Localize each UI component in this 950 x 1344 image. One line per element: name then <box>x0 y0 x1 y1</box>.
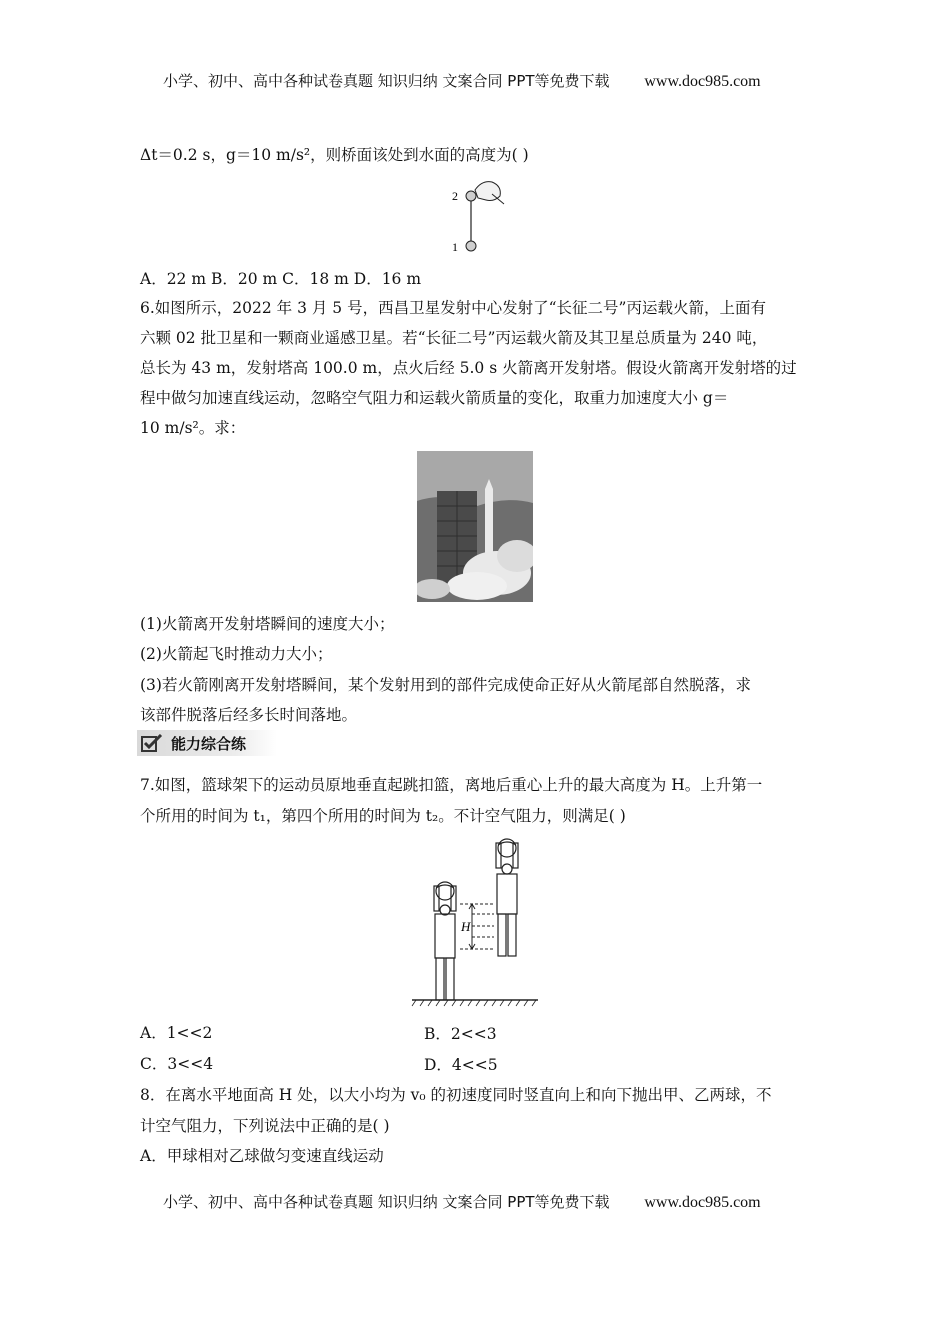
q6-line-2: 六颗 02 批卫星和一颗商业遥感卫星。若“长征二号”丙运载火箭及其卫星总质量为 240 吨， <box>140 329 768 347</box>
q7-line-1: 7.如图，篮球架下的运动员原地垂直起跳扣篮，离地后重心上升的最大高度为 H。上升第一 <box>140 776 763 794</box>
q8-option-a: A．甲球相对乙球做匀变速直线运动 <box>140 1147 384 1165</box>
page-footer <box>163 1191 761 1212</box>
fig-label-2: 2 <box>452 189 458 203</box>
q6-line-3: 总长为 43 m，发射塔高 100.0 m，点火后经 5.0 s 火箭离开发射塔。假设火箭离开发射塔的过 <box>140 359 797 377</box>
q7-option-c: C．3<<4 <box>140 1055 214 1073</box>
section-title: 能力综合练 <box>171 734 247 753</box>
footer-text: 小学、初中、高中各种试卷真题 知识归纳 文案合同 PPT等免费下载 <box>163 1193 610 1211</box>
q6-line-1: 6.如图所示，2022 年 3 月 5 号，西昌卫星发射中心发射了“长征二号”丙运载火箭，上面有 <box>140 299 766 317</box>
rocket-launch-photo <box>417 451 533 602</box>
q6-sub-1: (1)火箭离开发射塔瞬间的速度大小； <box>140 615 395 633</box>
q6-line-4: 程中做匀加速直线运动，忽略空气阻力和运载火箭质量的变化，取重力加速度大小 g＝ <box>140 389 729 407</box>
q8-line-1: 8．在离水平地面高 H 处，以大小均为 v₀ 的初速度同时竖直向上和向下抛出甲、乙两球，不 <box>140 1086 772 1104</box>
q6-sub-2: (2)火箭起飞时推动力大小； <box>140 645 333 663</box>
q5-line: Δt＝0.2 s，g＝10 m/s²，则桥面该处到水面的高度为( ) <box>140 146 529 164</box>
q6-sub-4: 该部件脱落后经多长时间落地。 <box>140 706 358 724</box>
q6-sub-3: (3)若火箭刚离开发射塔瞬间，某个发射用到的部件完成使命正好从火箭尾部自然脱落，求 <box>140 676 751 694</box>
q7-option-d: D．4<<5 <box>424 1056 498 1074</box>
header-url[interactable]: www.doc985.com <box>644 73 761 90</box>
fig-label-h: H <box>461 919 471 934</box>
checkmark-icon <box>141 734 163 752</box>
header-text: 小学、初中、高中各种试卷真题 知识归纳 文案合同 PPT等免费下载 <box>163 72 610 90</box>
q7-option-a: A．1<<2 <box>140 1024 213 1042</box>
q8-line-2: 计空气阻力，下列说法中正确的是( ) <box>140 1117 390 1135</box>
q6-line-5: 10 m/s²。求： <box>140 419 246 437</box>
page-header <box>163 70 761 91</box>
q7-line-2: 个所用的时间为 t₁，第四个所用的时间为 t₂。不计空气阻力，则满足( ) <box>140 807 626 825</box>
fig-label-1: 1 <box>452 240 458 254</box>
section-banner <box>137 730 277 756</box>
q7-option-b: B．2<<3 <box>424 1025 497 1043</box>
basketball-jump-figure <box>410 836 540 1008</box>
q5-options: A．22 m B．20 m C．18 m D．16 m <box>140 270 422 288</box>
ball-drop-figure <box>448 176 508 256</box>
footer-url[interactable]: www.doc985.com <box>644 1194 761 1211</box>
